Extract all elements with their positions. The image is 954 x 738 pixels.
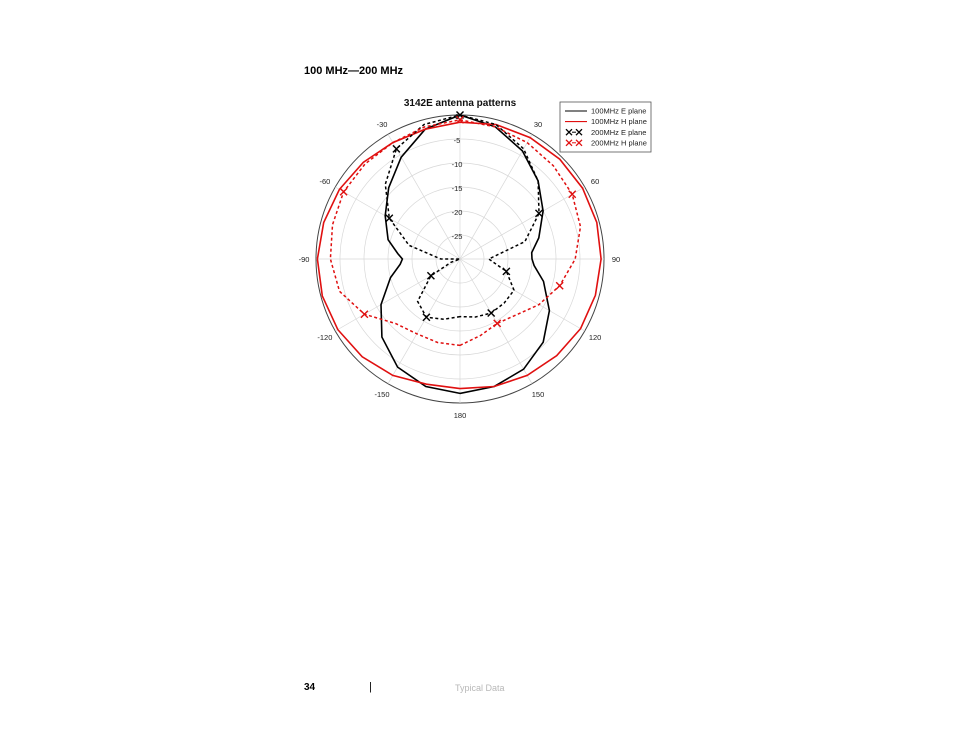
grid-spoke [460,259,585,331]
angle-tick-label: 30 [533,119,543,129]
legend-label: 100MHz E plane [591,106,647,116]
series-marker [488,310,495,317]
angle-tick-label: 60 [590,177,600,186]
grid-spoke [388,259,460,384]
angle-tick-label: 150 [531,390,545,400]
angle-tick-label: -90 [298,255,310,264]
radial-tick-label: -20 [451,208,463,217]
series-marker [569,191,576,198]
radial-tick-label: -10 [451,160,463,169]
series-marker [423,314,430,321]
chart-title: 3142E antenna patterns [403,98,517,109]
legend-label: 200MHz E plane [591,127,647,137]
footer-separator: | [369,681,372,693]
footer-title: Typical Data [455,683,505,693]
legend-label: 200MHz H plane [591,138,647,148]
grid-spoke [335,187,460,259]
angle-tick-label: 90 [611,255,621,264]
series-marker [340,188,347,195]
angle-tick-label: 180 [453,411,467,420]
angle-tick-label: -120 [317,333,333,342]
radial-tick-label: -5 [453,136,461,145]
polar-grid [316,115,604,403]
legend [560,102,651,152]
grid-spoke [335,259,460,331]
series-marker [361,311,368,318]
grid-spoke [460,134,532,259]
series-marker [503,268,510,275]
angle-tick-label: -30 [376,119,388,129]
grid-spoke [388,134,460,259]
legend-label: 100MHz H plane [591,117,647,127]
angle-tick-label: -150 [374,390,390,400]
series-marker [427,272,434,279]
section-heading: 100 MHz—200 MHz [304,65,404,77]
angle-tick-label: 120 [588,333,602,342]
footer-page-number: 34 [304,682,316,693]
radial-tick-label: -15 [451,184,463,193]
radial-tick-label: 0 [454,112,460,121]
angle-tick-label: -60 [319,177,331,186]
series-marker [556,282,563,289]
grid-spoke [460,187,585,259]
radial-tick-label: -25 [451,232,463,241]
